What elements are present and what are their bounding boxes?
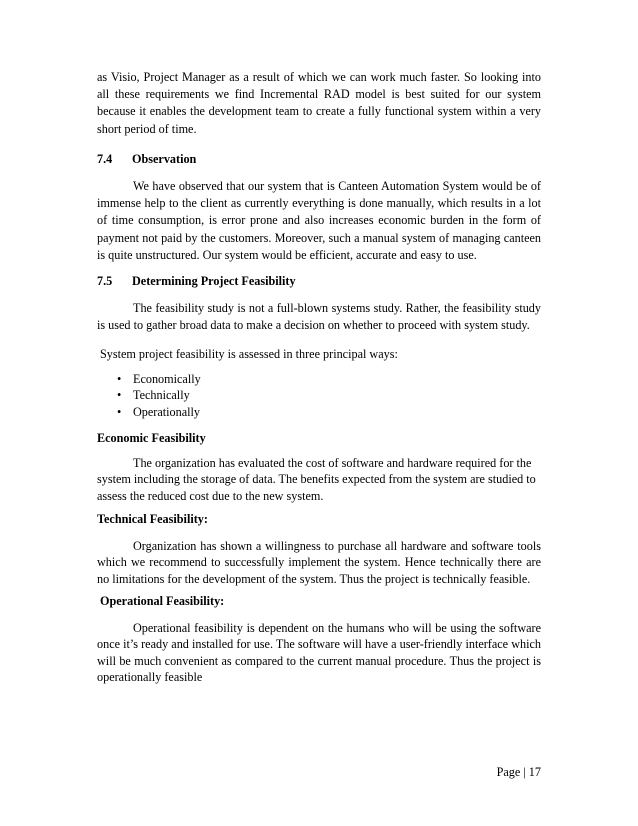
section-title: Determining Project Feasibility — [132, 274, 296, 288]
page-number: Page | 17 — [496, 765, 541, 779]
section-7-5-heading — [97, 273, 296, 289]
economic-paragraph: The organization has evaluated the cost of software and hardware required for the system including the storage of data. The benefits expected from the system are studied to assess the reduced cost due to the new system. — [97, 456, 536, 503]
economic-feasibility-heading: Economic Feasibility — [97, 431, 206, 445]
list-item: • Economically — [117, 372, 201, 386]
section-number: 7.4 — [97, 152, 113, 166]
operational-paragraph: Operational feasibility is dependent on the humans who will be using the software once it’s ready and installed for use. The software will have a user-friendly interface which will be much convenient as compared to the current manual procedure. Thus the project is operationally feasible — [97, 621, 541, 684]
section-number: 7.5 — [97, 274, 113, 288]
bullet-icon: • — [117, 404, 122, 419]
technical-paragraph: Organization has shown a willingness to purchase all hardware and software tools which we recommend to successfully implement the system. Hence technically there are no limitations for the development of the system. Thus the project is technically feasible. — [97, 539, 541, 586]
section-title: Observation — [132, 152, 197, 166]
assessed-intro: System project feasibility is assessed in three principal ways: — [100, 347, 398, 361]
section-7-4-heading — [97, 151, 196, 167]
feasibility-paragraph: The feasibility study is not a full-blown systems study. Rather, the feasibility study is used to gather broad data to make a decision on whether to proceed with system study. — [97, 301, 541, 332]
list-item: • Operationally — [117, 404, 201, 419]
bullet-icon: • — [117, 372, 122, 386]
bullet-icon: • — [117, 388, 122, 403]
technical-feasibility-heading: Technical Feasibility: — [97, 512, 208, 526]
operational-feasibility-heading: Operational Feasibility: — [100, 594, 225, 608]
list-item: • Technically — [117, 388, 190, 403]
observation-paragraph: We have observed that our system that is Canteen Automation System would be of immense help to the client as currently everything is done manually, which results in a lot of time consumption, is error prone and also increases economic burden in the form of payment not paid by the customers. Moreover, such a manual system of managing canteen is quite unstructured. Our system would be efficient, accurate and easy to use. — [97, 179, 541, 262]
feasibility-ways-list — [97, 371, 201, 420]
intro-paragraph: as Visio, Project Manager as a result of which we can work much faster. So looking into all these requirements we find Incremental RAD model is best suited for our system because it enables the development team to create a fully functional system within a very short period of time. — [97, 70, 541, 136]
